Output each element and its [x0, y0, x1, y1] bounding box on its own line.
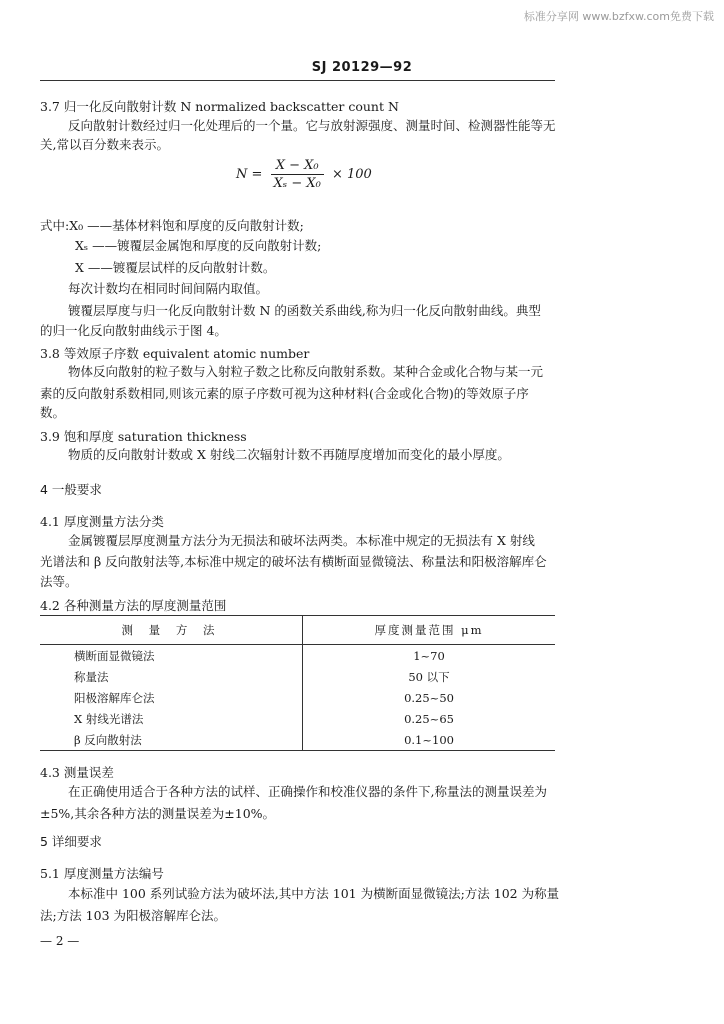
table-cell-method: 横断面显微镜法	[74, 648, 155, 663]
section-3-9-heading: 3.9 饱和厚度 saturation thickness	[40, 429, 247, 444]
paragraph: 本标准中 100 系列试验方法为破坏法,其中方法 101 为横断面显微镜法;方法 102 为称量	[68, 886, 560, 901]
section-4-heading: 4 一般要求	[40, 482, 102, 497]
section-4-2-heading: 4.2 各种测量方法的厚度测量范围	[40, 598, 227, 613]
table-row	[40, 729, 555, 751]
paragraph: 法等。	[40, 574, 78, 589]
table-cell-method: X 射线光谱法	[74, 711, 144, 726]
table-cell-method: 阳极溶解库仑法	[74, 690, 155, 705]
table-row	[40, 708, 555, 729]
section-4-3-heading: 4.3 测量误差	[40, 765, 114, 780]
thickness-range-table	[40, 615, 555, 751]
formula-fraction	[271, 158, 324, 191]
table-header-range: 厚度测量范围 μm	[303, 616, 555, 645]
table-cell-method: β 反向散射法	[40, 729, 303, 751]
paragraph: 物质的反向散射计数或 X 射线二次辐射计数不再随厚度增加而变化的最小厚度。	[68, 447, 510, 462]
table-cell-range: 0.1~100	[303, 729, 555, 751]
paragraph: 每次计数均在相同时间间隔内取值。	[68, 281, 269, 296]
paragraph: 反向散射计数经过归一化处理后的一个量。它与放射源强度、测量时间、检测器性能等无	[68, 118, 556, 133]
table-cell-range: 0.25~50	[303, 687, 555, 708]
paragraph: 镀覆层厚度与归一化反向散射计数 N 的函数关系曲线,称为归一化反向散射曲线。典型	[68, 303, 541, 318]
table-cell-range: 1~70	[303, 645, 555, 667]
paragraph: 物体反向散射的粒子数与入射粒子数之比称反向散射系数。某种合金或化合物与某一元	[68, 364, 544, 379]
formula	[236, 158, 372, 191]
paragraph: 数。	[40, 405, 66, 420]
paragraph: 关,常以百分数来表示。	[40, 137, 169, 152]
paragraph: ±5%,其余各种方法的测量误差为±10%。	[40, 806, 276, 821]
table-header-method: 测 量 方 法	[40, 616, 303, 645]
paragraph: 的归一化反向散射曲线示于图 4。	[40, 323, 227, 338]
table-header-row	[40, 616, 555, 645]
section-3-8-heading: 3.8 等效原子序数 equivalent atomic number	[40, 346, 310, 361]
paragraph: 在正确使用适合于各种方法的试样、正确操作和校准仪器的条件下,称量法的测量误差为	[68, 784, 547, 799]
formula-lhs: N =	[236, 167, 263, 182]
section-4-1-heading: 4.1 厚度测量方法分类	[40, 514, 164, 529]
paragraph: 素的反向散射系数相同,则该元素的原子序数可视为这种材料(合金或化合物)的等效原子序	[40, 386, 529, 401]
page-number: — 2 —	[40, 934, 80, 948]
section-5-heading: 5 详细要求	[40, 834, 102, 849]
table-cell-range: 0.25~65	[303, 708, 555, 729]
table-row	[40, 666, 555, 687]
header-rule	[40, 80, 555, 81]
standard-number: SJ 20129—92	[311, 60, 413, 75]
section-5-1-heading: 5.1 厚度测量方法编号	[40, 866, 164, 881]
where-line: Xₛ ——镀覆层金属饱和厚度的反向散射计数;	[75, 238, 322, 253]
where-line: X ——镀覆层试样的反向散射计数。	[75, 260, 276, 275]
table-cell-method: 称量法	[74, 669, 109, 684]
where-line: 式中:X₀ ——基体材料饱和厚度的反向散射计数;	[40, 218, 304, 233]
paragraph: 金属镀覆层厚度测量方法分为无损法和破坏法两类。本标准中规定的无损法有 X 射线	[68, 533, 535, 548]
paragraph: 法;方法 103 为阳极溶解库仑法。	[40, 908, 227, 923]
formula-numerator: X − X₀	[271, 158, 324, 175]
section-3-7-heading: 3.7 归一化反向散射计数 N normalized backscatter count N	[40, 99, 399, 114]
formula-denominator: Xₛ − X₀	[273, 176, 321, 191]
table-row	[40, 645, 555, 667]
paragraph: 光谱法和 β 反向散射法等,本标准中规定的破坏法有横断面显微镜法、称量法和阳极溶解库仑	[40, 554, 547, 569]
table-cell-range: 50 以下	[303, 666, 555, 687]
table-row	[40, 687, 555, 708]
formula-rhs: × 100	[331, 167, 372, 182]
watermark: 标准分享网 www.bzfxw.com免费下载	[523, 10, 714, 23]
